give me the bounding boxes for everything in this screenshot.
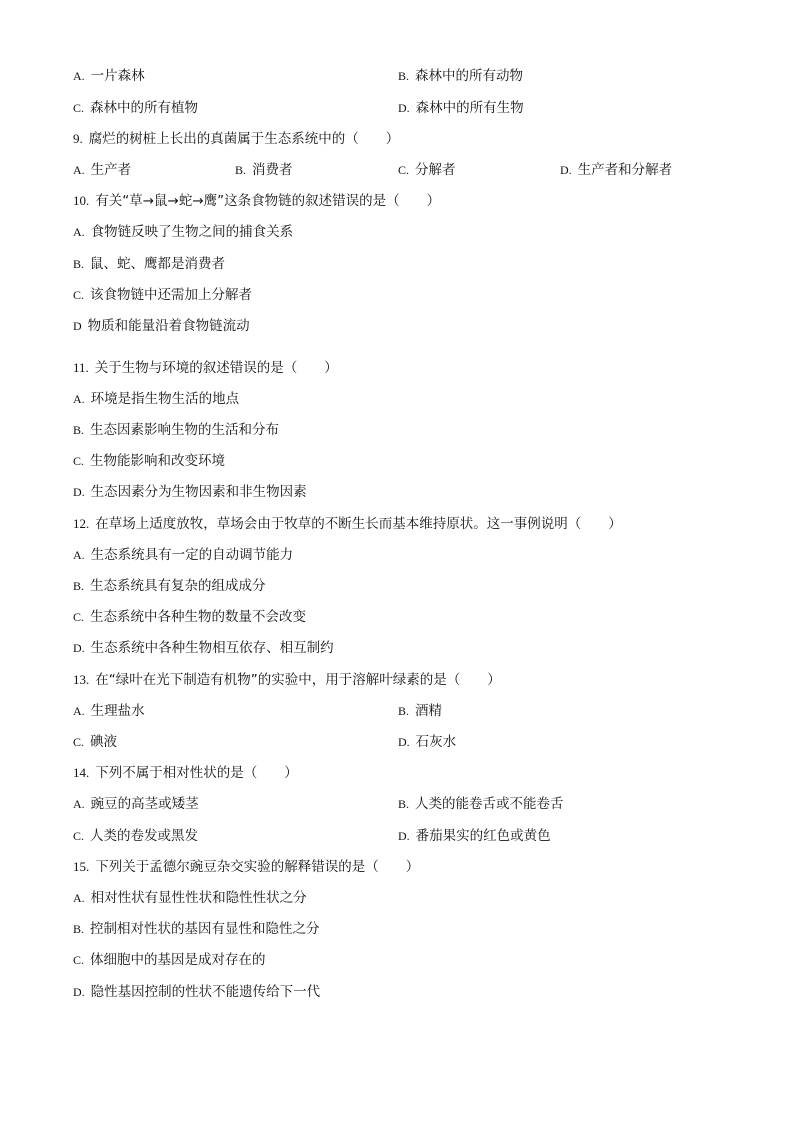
q14-stem	[73, 762, 298, 784]
q15-option-d	[73, 981, 320, 1003]
option-label: B.	[73, 257, 85, 271]
q11-stem	[73, 357, 338, 379]
q8-option-a	[73, 65, 145, 87]
option-label: A.	[73, 163, 85, 177]
q13-option-a	[73, 700, 145, 722]
option-label: A.	[73, 392, 85, 406]
option-label: B.	[73, 922, 85, 936]
q8-option-c	[73, 97, 198, 119]
option-label: A.	[73, 69, 85, 83]
q14-option-d	[398, 825, 551, 847]
option-text: 森林中的所有植物	[90, 100, 199, 116]
option-text: 生态系统具有一定的自动调节能力	[90, 547, 294, 563]
option-label: A.	[73, 704, 85, 718]
question-text: 在“绿叶在光下制造有机物”的实验中，用于溶解叶绿素的是（ ）	[95, 672, 501, 688]
option-label: D.	[398, 829, 410, 843]
q8-option-b	[398, 65, 523, 87]
option-label: C.	[73, 101, 85, 115]
q10-option-d	[73, 315, 250, 337]
option-label: A.	[73, 891, 85, 905]
q15-option-c	[73, 949, 266, 971]
q12-option-d	[73, 637, 334, 659]
option-label: D.	[73, 641, 85, 655]
option-label: C.	[398, 163, 410, 177]
option-text: 生态系统具有复杂的组成成分	[90, 578, 266, 594]
question-text: 腐烂的树桩上长出的真菌属于生态系统中的（ ）	[88, 131, 400, 147]
option-label: B.	[235, 163, 247, 177]
q11-option-b	[73, 419, 279, 441]
option-label: C.	[73, 610, 85, 624]
option-text: 酒精	[415, 703, 443, 719]
q14-option-b	[398, 793, 564, 815]
option-text: 豌豆的高茎或矮茎	[90, 796, 199, 812]
question-number: 9.	[73, 131, 83, 146]
q11-option-d	[73, 481, 307, 503]
q13-option-d	[398, 731, 456, 753]
question-number: 11.	[73, 360, 89, 375]
option-text: 石灰水	[415, 734, 457, 750]
question-text: 有关“草→鼠→蛇→鹰”这条食物链的叙述错误的是（ ）	[95, 193, 441, 209]
option-label: D.	[398, 735, 410, 749]
option-text: 生态系统中各种生物相互依存、相互制约	[90, 640, 334, 656]
option-label: A.	[73, 797, 85, 811]
q13-option-b	[398, 700, 442, 722]
option-text: 分解者	[415, 162, 456, 178]
q10-option-b	[73, 253, 225, 275]
q9-option-d	[560, 159, 672, 181]
q10-option-a	[73, 221, 293, 243]
question-number: 13.	[73, 672, 90, 687]
option-text: 隐性基因控制的性状不能遗传给下一代	[90, 984, 321, 1000]
option-text: 生产者和分解者	[577, 162, 673, 178]
q9-option-a	[73, 159, 131, 181]
option-text: 体细胞中的基因是成对存在的	[90, 952, 266, 968]
question-number: 14.	[73, 765, 90, 780]
q15-option-b	[73, 918, 320, 940]
question-number: 15.	[73, 859, 90, 874]
q13-option-c	[73, 731, 117, 753]
option-label: D.	[73, 985, 85, 999]
option-label: C.	[73, 829, 85, 843]
option-text: 生理盐水	[90, 703, 145, 719]
option-text: 森林中的所有动物	[415, 68, 524, 84]
option-label: A.	[73, 548, 85, 562]
option-label: D	[73, 319, 82, 333]
question-number: 12.	[73, 516, 90, 531]
q11-option-c	[73, 450, 225, 472]
option-text: 森林中的所有生物	[415, 100, 524, 116]
option-text: 鼠、蛇、鹰都是消费者	[90, 256, 226, 272]
q14-option-a	[73, 793, 199, 815]
option-text: 人类的卷发或黑发	[90, 828, 199, 844]
q14-option-c	[73, 825, 198, 847]
option-text: 一片森林	[90, 68, 145, 84]
option-label: C.	[73, 735, 85, 749]
q9-option-c	[398, 159, 456, 181]
q15-option-a	[73, 887, 307, 909]
option-text: 食物链反映了生物之间的捕食关系	[90, 224, 294, 240]
option-text: 环境是指生物生活的地点	[90, 391, 240, 407]
option-text: 该食物链中还需加上分解者	[90, 287, 253, 303]
option-text: 控制相对性状的基因有显性和隐性之分	[90, 921, 320, 937]
option-label: B.	[73, 579, 85, 593]
option-text: 消费者	[252, 162, 293, 178]
option-text: 物质和能量沿着食物链流动	[87, 318, 250, 334]
option-text: 番茄果实的红色或黄色	[415, 828, 551, 844]
q12-option-b	[73, 575, 266, 597]
option-label: C.	[73, 288, 85, 302]
option-text: 生态系统中各种生物的数量不会改变	[90, 609, 307, 625]
q11-option-a	[73, 388, 239, 410]
option-text: 生态因素分为生物因素和非生物因素	[90, 484, 307, 500]
option-label: D.	[73, 485, 85, 499]
question-text: 下列不属于相对性状的是（ ）	[95, 765, 298, 781]
option-text: 人类的能卷舌或不能卷舌	[415, 796, 564, 812]
q8-option-d	[398, 97, 524, 119]
q10-option-c	[73, 284, 252, 306]
q12-option-c	[73, 606, 306, 628]
option-label: C.	[73, 953, 85, 967]
question-text: 关于生物与环境的叙述错误的是（ ）	[94, 360, 338, 376]
q15-stem	[73, 856, 419, 878]
question-number: 10.	[73, 193, 90, 208]
question-text: 下列关于孟德尔豌豆杂交实验的解释错误的是（ ）	[95, 859, 420, 875]
option-text: 生态因素影响生物的生活和分布	[90, 422, 280, 438]
option-label: B.	[398, 797, 410, 811]
option-label: D.	[398, 101, 410, 115]
q9-option-b	[235, 159, 293, 181]
q9-stem	[73, 128, 399, 150]
option-label: B.	[73, 423, 85, 437]
option-text: 生物能影响和改变环境	[90, 453, 226, 469]
option-label: B.	[398, 69, 410, 83]
option-label: B.	[398, 704, 410, 718]
option-text: 碘液	[90, 734, 118, 750]
q12-option-a	[73, 544, 293, 566]
q12-stem	[73, 513, 622, 535]
option-text: 生产者	[90, 162, 132, 178]
option-label: A.	[73, 225, 85, 239]
question-text: 在草场上适度放牧，草场会由于牧草的不断生长而基本维持原状。这一事例说明（ ）	[95, 516, 622, 532]
q10-stem	[73, 190, 440, 212]
option-label: C.	[73, 454, 85, 468]
option-label: D.	[560, 163, 572, 177]
q13-stem	[73, 669, 501, 691]
option-text: 相对性状有显性性状和隐性性状之分	[90, 890, 307, 906]
